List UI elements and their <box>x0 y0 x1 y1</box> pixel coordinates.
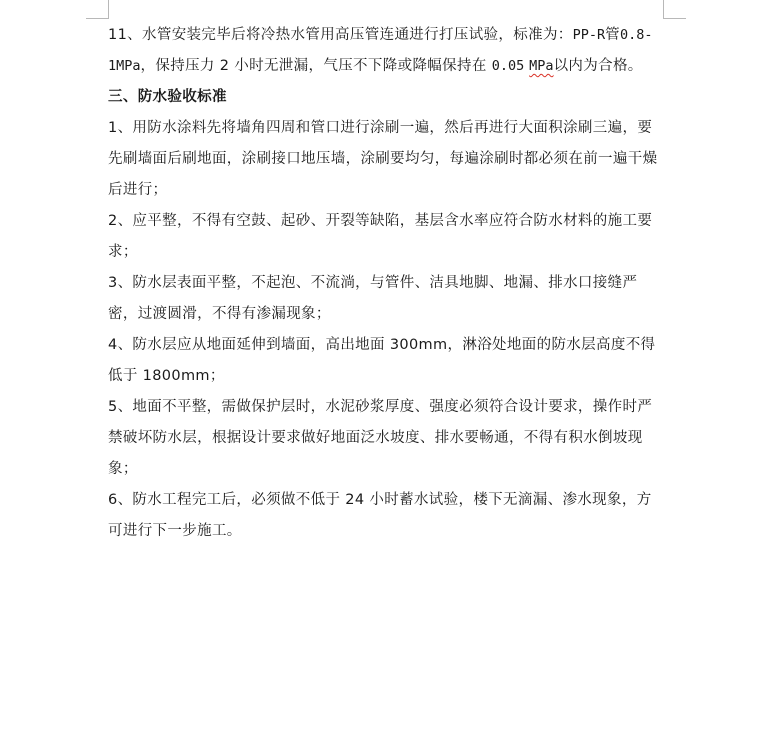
spellcheck-flagged-word[interactable]: MPa <box>529 58 554 74</box>
paragraph-text: ，保持压力 2 小时无泄漏，气压不下降或降幅保持在 <box>140 58 487 74</box>
document-body[interactable] <box>108 20 664 547</box>
paragraph-text: 11、水管安装完毕后将冷热水管用高压管连通进行打压试验，标准为： <box>108 27 573 43</box>
paragraph-item-4: 4、防水层应从地面延伸到墙面，高出地面 300mm，淋浴处地面的防水层高度不得低于 1800mm； <box>108 337 656 384</box>
section-heading: 三、防水验收标准 <box>108 89 227 105</box>
paragraph-item-1: 1、用防水涂料先将墙角四周和管口进行涂刷一遍，然后再进行大面积涂刷三遍，要先刷墙面后刷地面，涂刷接口地压墙，涂刷要均匀，每遍涂刷时都必须在前一遍干燥后进行； <box>108 120 658 198</box>
paragraph-text: 管 <box>605 27 621 43</box>
page-corner-mark-right <box>663 0 686 19</box>
pressure-range-text: 0.8-1MPa <box>108 27 653 74</box>
paragraph-item-5: 5、地面不平整，需做保护层时，水泥砂浆厚度、强度必须符合设计要求，操作时严禁破坏防水层，根据设计要求做好地面泛水坡度、排水要畅通，不得有积水倒坡现象； <box>108 399 653 477</box>
page-corner-mark-left <box>86 0 109 19</box>
pipe-type-text: PP-R <box>572 27 606 43</box>
paragraph-item-2: 2、应平整，不得有空鼓、起砂、开裂等缺陷，基层含水率应符合防水材料的施工要求； <box>108 213 653 260</box>
paragraph-item-3: 3、防水层表面平整，不起泡、不流淌，与管件、洁具地脚、地漏、排水口接缝严密，过渡圆滑，不得有渗漏现象； <box>108 275 638 322</box>
paragraph-item-6: 6、防水工程完工后，必须做不低于 24 小时蓄水试验，楼下无滴漏、渗水现象，方可进行下一步施工。 <box>108 492 652 539</box>
paragraph-text: 以内为合格。 <box>553 58 643 74</box>
paragraph-item-11 <box>108 20 664 82</box>
threshold-value-text: 0.05 <box>491 58 525 74</box>
